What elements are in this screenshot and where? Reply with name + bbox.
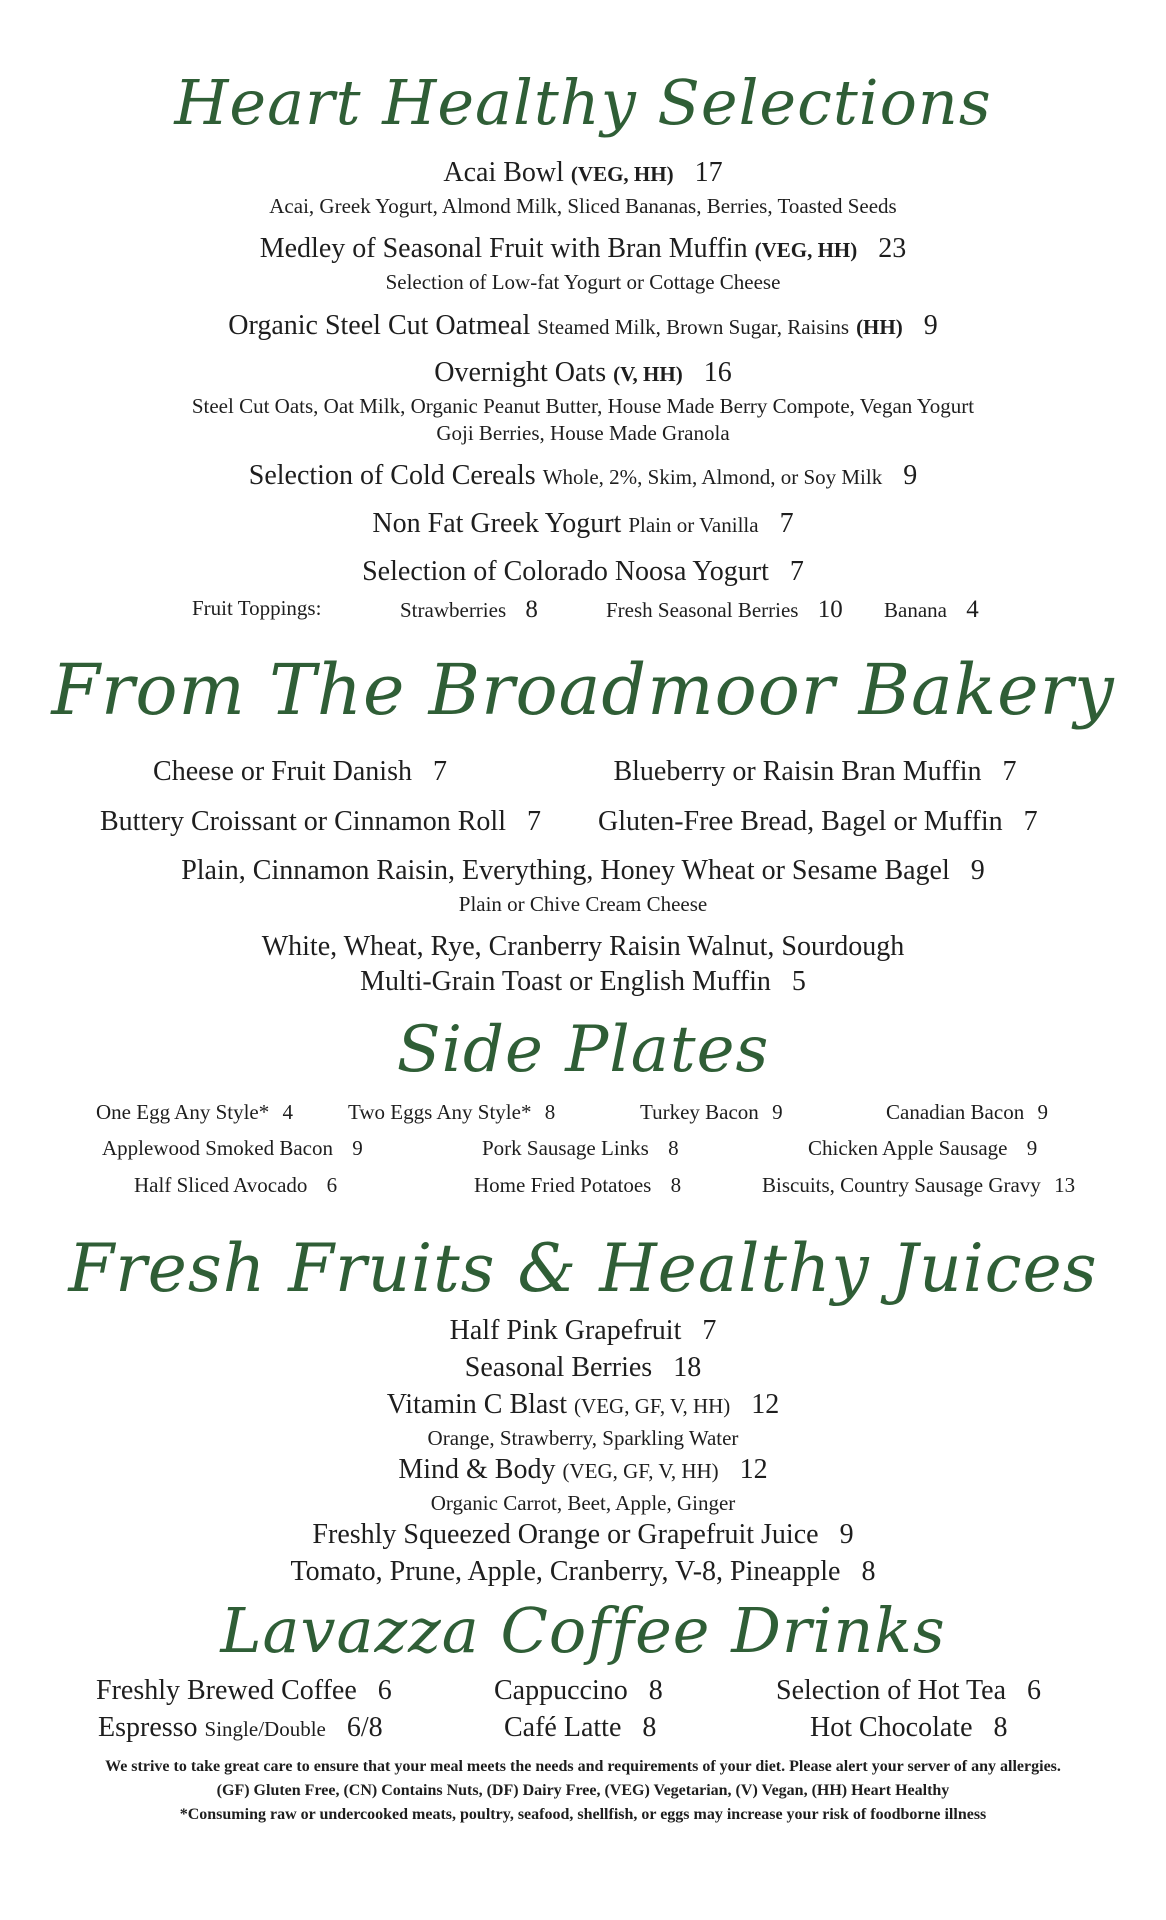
menu-item-seasonal-berries	[0, 1352, 1166, 1384]
item-price: 12	[751, 1389, 780, 1420]
item-name: Home Fried Potatoes	[474, 1173, 652, 1197]
menu-item-hot-tea	[776, 1675, 1041, 1707]
item-name: One Egg Any Style*	[96, 1100, 270, 1124]
item-description: Whole, 2%, Skim, Almond, or Soy Milk	[542, 465, 883, 489]
item-name: Organic Steel Cut Oatmeal	[228, 310, 531, 341]
item-price: 9	[903, 460, 918, 491]
item-name: Acai Bowl	[443, 157, 564, 188]
item-name: Mind & Body	[398, 1454, 556, 1485]
menu-item-vitamin-c-blast	[0, 1389, 1166, 1421]
item-description: Organic Carrot, Beet, Apple, Ginger	[430, 1491, 736, 1515]
menu-item-grapefruit	[0, 1315, 1166, 1347]
section-heading-heart-healthy: Heart Healthy Selections	[174, 66, 992, 139]
side-item	[808, 1136, 1037, 1161]
item-description: Selection of Low-fat Yogurt or Cottage Cheese	[385, 270, 781, 294]
item-name: Pork Sausage Links	[482, 1136, 649, 1160]
item-price: 8	[544, 1100, 556, 1124]
item-name: Buttery Croissant or Cinnamon Roll	[100, 806, 506, 837]
menu-item-greek-yogurt	[0, 508, 1166, 540]
menu-item-overnight-oats	[0, 357, 1166, 389]
item-description: Acai, Greek Yogurt, Almond Milk, Sliced Bananas, Berries, Toasted Seeds	[269, 194, 897, 218]
item-name: Selection of Colorado Noosa Yogurt	[362, 556, 769, 587]
item-name: Blueberry or Raisin Bran Muffin	[613, 756, 982, 787]
item-tag: (VEG, HH)	[754, 238, 858, 262]
item-price: 8	[642, 1712, 657, 1743]
item-description: Single/Double	[204, 1717, 326, 1741]
item-price: 7	[702, 1315, 717, 1346]
footer-legend: (GF) Gluten Free, (CN) Contains Nuts, (DF) Dairy Free, (VEG) Vegetarian, (V) Vegan, (HH) Heart Healthy	[216, 1782, 950, 1799]
item-name: Chicken Apple Sausage	[808, 1136, 1008, 1160]
item-name: Fresh Seasonal Berries	[606, 598, 799, 622]
item-price: 16	[703, 357, 732, 388]
item-name: Biscuits, Country Sausage Gravy	[762, 1173, 1041, 1197]
item-name: Banana	[884, 598, 947, 622]
menu-item-hot-chocolate	[810, 1712, 1008, 1744]
item-tag: (VEG, GF, V, HH)	[574, 1394, 731, 1418]
item-name: Two Eggs Any Style*	[348, 1100, 532, 1124]
item-price: 9	[1026, 1136, 1038, 1160]
menu-item-toast-line-2	[0, 966, 1166, 998]
menu-item-other-juices	[0, 1556, 1166, 1588]
item-name: Cappuccino	[494, 1675, 628, 1706]
side-item	[886, 1100, 1048, 1125]
menu-item-oatmeal	[0, 310, 1166, 342]
item-price: 12	[739, 1454, 768, 1485]
item-price: 8	[668, 1136, 679, 1160]
item-price: 8	[993, 1712, 1008, 1743]
item-description: Goji Berries, House Made Granola	[436, 421, 730, 445]
item-price: 6	[1027, 1675, 1042, 1706]
side-item	[474, 1173, 681, 1198]
item-price: 7	[432, 756, 447, 787]
item-description: Orange, Strawberry, Sparkling Water	[427, 1426, 739, 1450]
side-item	[96, 1100, 293, 1125]
item-name: Café Latte	[504, 1712, 622, 1743]
item-price: 18	[673, 1352, 702, 1383]
side-item	[348, 1100, 555, 1125]
item-price: 5	[791, 966, 806, 997]
fruit-toppings-label: Fruit Toppings:	[192, 596, 322, 620]
item-name: Hot Chocolate	[810, 1712, 973, 1743]
side-item	[640, 1100, 783, 1125]
item-name: Tomato, Prune, Apple, Cranberry, V-8, Pineapple	[290, 1556, 841, 1587]
item-name: Freshly Squeezed Orange or Grapefruit Juice	[312, 1519, 819, 1550]
item-name: Espresso	[98, 1712, 198, 1743]
item-price: 7	[527, 806, 541, 837]
item-name: Seasonal Berries	[464, 1352, 653, 1383]
item-price: 7	[779, 508, 794, 539]
menu-item-gluten-free	[598, 806, 1038, 838]
topping-item	[884, 596, 979, 624]
item-price: 6	[326, 1173, 338, 1197]
menu-item-cold-cereals	[0, 460, 1166, 492]
item-name: Non Fat Greek Yogurt	[372, 508, 622, 539]
section-heading-side-plates: Side Plates	[396, 1013, 770, 1087]
menu-item-danish	[100, 756, 500, 788]
item-name: Applewood Smoked Bacon	[102, 1136, 333, 1160]
menu-item-espresso	[98, 1712, 383, 1744]
item-price: 8	[670, 1173, 682, 1197]
item-name: Vitamin C Blast	[386, 1389, 568, 1420]
side-item	[762, 1173, 1075, 1198]
item-price: 7	[1002, 756, 1017, 787]
item-name: Cheese or Fruit Danish	[153, 756, 412, 787]
item-name: Canadian Bacon	[886, 1100, 1025, 1124]
item-name: Half Sliced Avocado	[134, 1173, 308, 1197]
side-item	[482, 1136, 679, 1161]
side-item	[102, 1136, 363, 1161]
item-name: Selection of Cold Cereals	[248, 460, 536, 491]
item-price: 9	[839, 1519, 854, 1550]
item-price: 17	[694, 157, 723, 188]
item-price: 8	[525, 596, 538, 623]
item-price: 9	[772, 1100, 783, 1124]
item-price: 6/8	[346, 1712, 383, 1743]
item-price: 9	[970, 855, 985, 886]
item-tag: (V, HH)	[613, 362, 683, 386]
menu-item-mind-body	[0, 1454, 1166, 1486]
item-price: 4	[966, 596, 979, 623]
item-price: 10	[817, 596, 843, 623]
item-price: 7	[789, 556, 804, 587]
menu-item-orange-juice	[0, 1519, 1166, 1551]
topping-item	[400, 596, 538, 624]
item-name: Multi-Grain Toast or English Muffin	[360, 966, 771, 997]
item-price: 9	[1037, 1100, 1048, 1124]
item-price: 23	[878, 233, 907, 264]
menu-item-noosa-yogurt	[0, 556, 1166, 588]
item-name: Strawberries	[400, 598, 507, 622]
item-tag: (VEG, GF, V, HH)	[562, 1459, 719, 1483]
item-name: Gluten-Free Bread, Bagel or Muffin	[598, 806, 1003, 837]
section-heading-fruits-juices: Fresh Fruits & Healthy Juices	[68, 1230, 1098, 1307]
item-name: Half Pink Grapefruit	[449, 1315, 682, 1346]
item-description: Steamed Milk, Brown Sugar, Raisins	[537, 315, 850, 339]
item-description: Plain or Vanilla	[628, 513, 759, 537]
item-price: 9	[923, 310, 938, 341]
section-heading-bakery: From The Broadmoor Bakery	[51, 649, 1115, 731]
item-price: 8	[648, 1675, 663, 1706]
menu-item-toast-line-1: White, Wheat, Rye, Cranberry Raisin Walnut, Sourdough	[261, 931, 905, 962]
menu-item-bran-muffin	[580, 756, 1050, 788]
item-name: Selection of Hot Tea	[776, 1675, 1007, 1706]
menu-item-bagel	[0, 855, 1166, 887]
item-tag: (HH)	[856, 315, 903, 339]
item-price: 8	[861, 1556, 876, 1587]
item-price: 13	[1054, 1173, 1076, 1197]
item-description: Plain or Chive Cream Cheese	[458, 892, 708, 916]
item-description: Steel Cut Oats, Oat Milk, Organic Peanut Butter, House Made Berry Compote, Vegan Yogurt	[191, 394, 975, 418]
item-name: Turkey Bacon	[640, 1100, 759, 1124]
item-name: Plain, Cinnamon Raisin, Everything, Honey Wheat or Sesame Bagel	[181, 855, 950, 886]
topping-item	[606, 596, 843, 624]
item-price: 7	[1023, 806, 1038, 837]
side-item	[134, 1173, 337, 1198]
item-name: Overnight Oats	[434, 357, 607, 388]
menu-item-croissant	[100, 806, 541, 838]
item-price: 6	[377, 1675, 392, 1706]
item-name: Freshly Brewed Coffee	[96, 1675, 357, 1706]
menu-item-acai-bowl	[0, 157, 1166, 189]
footer-consumer-warning: *Consuming raw or undercooked meats, poultry, seafood, shellfish, or eggs may increase your risk of foodborne illness	[179, 1806, 987, 1823]
item-price: 4	[282, 1100, 293, 1124]
menu-item-cafe-latte	[504, 1712, 656, 1744]
section-heading-coffee: Lavazza Coffee Drinks	[220, 1594, 946, 1667]
menu-item-cappuccino	[494, 1675, 663, 1707]
item-name: Medley of Seasonal Fruit with Bran Muffin	[259, 233, 748, 264]
footer-allergy-note: We strive to take great care to ensure that your meal meets the needs and requirements of your diet. Please alert your server of any allergies.	[105, 1758, 1061, 1775]
menu-item-medley	[0, 233, 1166, 265]
item-tag: (VEG, HH)	[570, 162, 674, 186]
item-price: 9	[352, 1136, 363, 1160]
menu-item-brewed-coffee	[96, 1675, 392, 1707]
